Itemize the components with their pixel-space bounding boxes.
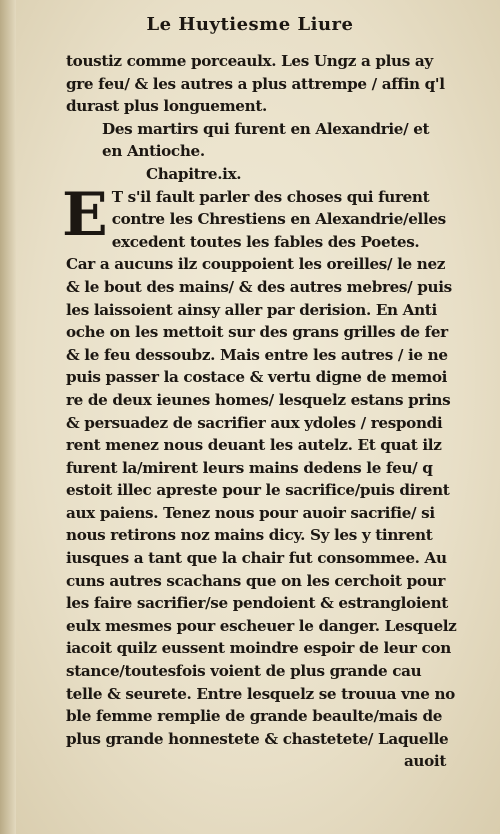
text-line: les faire sacrifier/se pendoient & estrangloient (66, 594, 448, 613)
page-spine-shadow (0, 0, 16, 834)
text-line: durast plus longuement. (66, 97, 267, 116)
catchword: auoit (403, 752, 446, 771)
section-title-line: Des martirs qui furent en Alexandrie/ et (102, 119, 430, 138)
chapter-opening (62, 179, 466, 254)
page-text (62, 50, 466, 773)
text-line: iusques a tant que la chair fut consommee. Au (66, 549, 447, 568)
text-line: furent la/mirent leurs mains dedens le feu/ q (66, 458, 433, 477)
running-header: Le Huytiesme Liure (146, 14, 354, 35)
section-title-line: en Antioche. (102, 142, 205, 161)
chapter-heading: Chapitre.ix. (146, 164, 242, 183)
text-line: rent menez nous deuant les autelz. Et quat ilz (66, 436, 442, 455)
text-line: excedent toutes les fables des Poetes. (111, 232, 420, 251)
text-line: stance/toutesfois voient de plus grande cau (66, 662, 422, 681)
text-line: nous retirons noz mains dicy. Sy les y tinrent (66, 526, 433, 545)
text-line: contre les Chrestiens en Alexandrie/elles (111, 210, 446, 229)
text-line: les laissoient ainsy aller par derision. En Anti (66, 300, 437, 319)
text-line: toustiz comme porceaulx. Les Ungz a plus ay (66, 52, 433, 70)
text-line: eulx mesmes pour escheuer le danger. Lesquelz (66, 616, 457, 635)
text-line: T s'il fault parler des choses qui furent (111, 187, 430, 206)
text-line: & persuadez de sacrifier aux ydoles / respondi (66, 413, 443, 432)
text-line: aux paiens. Tenez nous pour auoir sacrifie/ si (66, 503, 435, 522)
text-line: gre feu/ & les autres a plus attrempe / affin q'l (66, 74, 445, 93)
text-line: ble femme remplie de grande beaulte/mais de (66, 707, 443, 726)
text-line: re de deux ieunes homes/ lesquelz estans prins (66, 390, 451, 409)
text-line: & le bout des mains/ & des autres mebres/ puis (66, 277, 452, 296)
text-line: Car a aucuns ilz couppoient les oreilles/ le nez (66, 255, 446, 274)
text-line: iacoit quilz eussent moindre espoir de leur con (66, 639, 451, 658)
text-line: plus grande honnestete & chastetete/ Laquelle (66, 729, 449, 748)
text-line: telle & seurete. Entre lesquelz se trouua vne no (66, 684, 455, 703)
text-line: estoit illec apreste pour le sacrifice/puis dirent (66, 481, 450, 500)
drop-capital: E (62, 179, 108, 250)
text-line: oche on les mettoit sur des grans grilles de fer (66, 323, 448, 342)
text-line: cuns autres scachans que on les cerchoit pour (66, 571, 446, 590)
text-line: puis passer la costace & vertu digne de memoi (66, 368, 448, 387)
text-line: & le feu dessoubz. Mais entre les autres / ie ne (66, 345, 448, 364)
